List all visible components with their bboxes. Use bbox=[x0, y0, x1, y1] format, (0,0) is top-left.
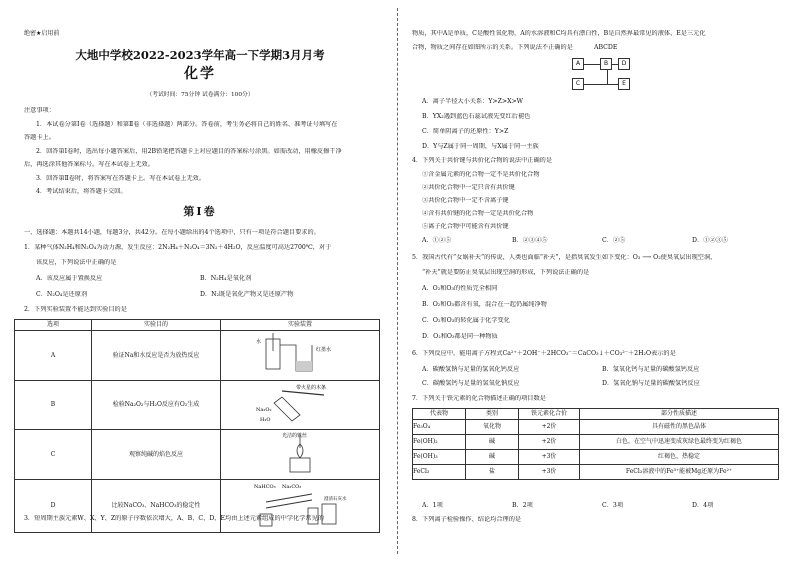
table-row bbox=[413, 435, 779, 450]
q4-stem: 4．下列关于共价键与共价化合物的说法中正确的是 bbox=[412, 157, 553, 164]
diagram-box-d: D bbox=[618, 58, 630, 70]
note-item: 4．考试结束后，将答题卡交回。 bbox=[36, 188, 127, 195]
q5-stem: 5．我国古代有“女娲补天”的传说，人类也面临“补天”，是指臭氧发生如下变化：O₃ ⟶ O₂使臭氧层出现空洞， bbox=[412, 254, 717, 261]
q2-header: 选项 bbox=[15, 320, 92, 331]
q7-cell: +3价 bbox=[519, 465, 580, 480]
q2-header: 实验目的 bbox=[92, 320, 221, 331]
q3-diagram-note: ABCDE bbox=[594, 44, 618, 51]
q3-option-a: A．离子半径大小关系：Y>Z>X>W bbox=[422, 98, 524, 105]
q7-cell: 具有磁性的黑色晶体 bbox=[580, 420, 779, 435]
q2-option-label: A bbox=[15, 331, 92, 381]
red-ink-u-tube-diagram bbox=[252, 331, 348, 377]
flame-test-diagram bbox=[252, 430, 348, 476]
column-divider bbox=[397, 8, 398, 554]
diagram-box-a: A bbox=[572, 58, 584, 70]
q2-goal: 比较NaCO₃、NaHCO₃的稳定性 bbox=[92, 479, 221, 533]
table-row bbox=[413, 465, 779, 480]
q7-option-d: D．4项 bbox=[692, 502, 714, 509]
q7-cell: 碱 bbox=[466, 435, 519, 450]
q1-option-b: B．N₂H₄是氧化剂 bbox=[200, 275, 252, 282]
na2co3-label: Na₂CO₃ bbox=[282, 483, 302, 490]
q7-cell: 盐 bbox=[466, 465, 519, 480]
q6-option-d: D．氢氧化钠与足量的碳酸氢钙反应 bbox=[602, 380, 700, 387]
q4-option-a: A．①②⑤ bbox=[422, 237, 452, 244]
q1-stem: 1．某种气体N₂H₄和N₂O₄为动力源，发生反应：2N₂H₄＋N₂O₄＝3N₂＋4H₂O，反应温度可高达2700℃，对于 bbox=[24, 244, 332, 251]
q4-option-b: B．②③④⑤ bbox=[512, 237, 548, 244]
q7-cell: +2价 bbox=[519, 435, 580, 450]
q6-stem: 6．下列反应中，能用离子方程式Ca²⁺＋2OH⁻＋2HCO₃⁻＝CaCO₃↓＋CO₃²⁻＋2H₂O表示的是 bbox=[412, 350, 676, 357]
q5-option-a: A．O₂和O₃的性质完全相同 bbox=[422, 285, 498, 292]
q7-option-b: B．2项 bbox=[512, 502, 533, 509]
flame-label: 光洁的铁丝 bbox=[282, 433, 308, 439]
q7-cell: FeCl₃ bbox=[413, 465, 466, 480]
wooden-splint-diagram bbox=[252, 381, 348, 427]
q6-option-a: A．碳酸氢钠与足量的氢氧化钙反应 bbox=[422, 366, 520, 373]
section-title: 第Ⅰ卷 bbox=[183, 205, 217, 218]
limewater-label: 澄清石灰水 bbox=[324, 496, 347, 502]
q6-option-c: C．碳酸氢钙与足量的氢氧化钠反应 bbox=[422, 380, 520, 387]
water-label: 水 bbox=[256, 339, 262, 345]
q7-cell: FeCl₃溶液中的Fe³⁺能被Mg还原为Fe²⁺ bbox=[580, 465, 779, 480]
diagram-arrow bbox=[607, 70, 608, 84]
na2o2-label: Na₂O₂ bbox=[256, 406, 272, 413]
diagram-arrow bbox=[612, 64, 618, 65]
q7-cell: 氧化物 bbox=[466, 420, 519, 435]
note-item: 3．回答第Ⅱ卷时，将答案写在答题卡上。写在本试卷上无效。 bbox=[36, 175, 206, 182]
q2-option-label: C bbox=[15, 430, 92, 480]
q7-header: 铁元素化合价 bbox=[519, 409, 580, 420]
note-item: 后，再选涂其他答案标号。写在本试卷上无效。 bbox=[24, 161, 154, 168]
q2-apparatus bbox=[221, 380, 380, 430]
q5-option-d: D．O₂和O₃都是同一种物质 bbox=[422, 333, 498, 340]
table-row bbox=[413, 450, 779, 465]
q8-stem: 8．下列离子检验操作、结论均合理的是 bbox=[412, 516, 522, 523]
q7-cell: Fe₃O₄ bbox=[413, 420, 466, 435]
q7-table bbox=[412, 408, 779, 480]
q2-goal: 观察纯碱的焰色反应 bbox=[92, 430, 221, 480]
q7-cell: +3价 bbox=[519, 450, 580, 465]
q7-cell: 白色，在空气中迅速变成灰绿色最终变为红褐色 bbox=[580, 435, 779, 450]
splint-label: 带火星的木条 bbox=[296, 384, 327, 391]
q7-header: 代表物 bbox=[413, 409, 466, 420]
q2-goal: 验证Na和水反应是否为放热反应 bbox=[92, 331, 221, 381]
q7-stem: 7．下列关于铁元素的化合物描述正确的项目数是 bbox=[412, 395, 546, 402]
q7-option-c: C．3项 bbox=[602, 502, 624, 509]
section-intro: 一、选择题：本题共14小题，每题3分，共42分。在每小题给出的4个选项中，只有一项是符合题目要求的。 bbox=[24, 229, 320, 236]
note-item: 答题卡上。 bbox=[24, 134, 55, 141]
note-item: 1．本试卷分第Ⅰ卷（选择题）和第Ⅱ卷（非选择题）两部分。答卷前，考生务必将自己的姓名、准考证号填写在 bbox=[36, 121, 338, 128]
q1-stem: 该反应，下列说法中正确的是 bbox=[36, 259, 117, 266]
diagram-box-c: C bbox=[572, 78, 584, 90]
subject-title: 化学 bbox=[184, 66, 216, 82]
q7-header: 部分性质描述 bbox=[580, 409, 779, 420]
table-row bbox=[413, 420, 779, 435]
q5-stem: “补天”就是要防止臭氧层出现空洞的形成，下列说法正确的是 bbox=[422, 269, 590, 276]
diagram-arrow bbox=[584, 84, 618, 85]
q4-option-c: C．②⑤ bbox=[602, 237, 626, 244]
exam-title: 大地中学校2022-2023学年高一下学期3月月考 bbox=[75, 48, 325, 62]
exam-info: （考试时间：75分钟 试卷满分：100分） bbox=[146, 92, 254, 98]
q2-header: 实验装置 bbox=[221, 320, 380, 331]
secret-label: 绝密★启用前 bbox=[24, 30, 60, 37]
diagram-box-b: B bbox=[600, 58, 612, 70]
q2-table bbox=[14, 319, 380, 533]
q3-option-c: C．简单阴离子的还原性：Y>Z bbox=[422, 128, 509, 135]
q2-stem: 2．下列实验装置不能达到实验目的是 bbox=[24, 306, 127, 313]
q3-stem: 物质，其中A是单质，C是酸性氧化物，A的水溶液和C均具有漂白性，B是自然界最常见的液体，E是三元化 bbox=[412, 30, 706, 37]
q3-option-d: D．Y与Z属于同一周期，与X属于同一主族 bbox=[422, 143, 539, 150]
q7-header: 类别 bbox=[466, 409, 519, 420]
q1-option-a: A．该反应属于置换反应 bbox=[36, 275, 103, 282]
q2-apparatus bbox=[221, 331, 380, 381]
nahco3-label: NaHCO₃ bbox=[254, 483, 276, 490]
q2-option-label: B bbox=[15, 380, 92, 430]
q5-option-b: B．O₂和O₃都含有氧，混合在一起仍属纯净物 bbox=[422, 301, 547, 308]
note-item: 2．回答第Ⅰ卷时，选出每小题答案后，用2B铅笔把答题卡上对应题目的答案标号涂黑。如需改动，用橡皮擦干净 bbox=[36, 148, 342, 155]
q1-option-c: C．N₂O₄是还原剂 bbox=[36, 291, 88, 298]
q7-option-a: A．1项 bbox=[422, 502, 443, 509]
diagram-box-e: E bbox=[618, 78, 630, 90]
q4-item: ⑤离子化合物中可能含有共价键 bbox=[422, 223, 509, 230]
q6-option-b: B．氢氧化钙与足量的碳酸氢钙反应 bbox=[602, 366, 700, 373]
q3-option-b: B．YX₂遇到蓝色石蕊试液先变红后褪色 bbox=[422, 113, 531, 120]
q7-cell: Fe(OH)₂ bbox=[413, 435, 466, 450]
q5-option-c: C．O₂和O₃的转化属于化学变化 bbox=[422, 317, 510, 324]
q7-cell: 红褐色，热稳定 bbox=[580, 450, 779, 465]
q4-item: ④含有共价键的化合物一定是共价化合物 bbox=[422, 210, 534, 217]
q2-apparatus bbox=[221, 479, 380, 533]
q3-stem: 合物，物质之间存在如图所示的关系。下列说法不正确的是 bbox=[412, 44, 573, 51]
q7-cell: 碱 bbox=[466, 450, 519, 465]
q4-item: ②共价化合物中一定只含有共价键 bbox=[422, 184, 515, 191]
q4-item: ①含金属元素的化合物一定不是共价化合物 bbox=[422, 171, 540, 178]
q1-option-d: D．N₂既是氧化产物又是还原产物 bbox=[200, 291, 294, 298]
q4-item: ③共价化合物中一定不含离子键 bbox=[422, 197, 509, 204]
q2-option-label: D bbox=[15, 479, 92, 533]
diagram-arrow bbox=[584, 64, 600, 65]
red-ink-label: 红墨水 bbox=[316, 347, 332, 353]
q7-cell: Fe(OH)₃ bbox=[413, 450, 466, 465]
notes-heading: 注意事项： bbox=[24, 107, 55, 114]
q7-cell: +2价 bbox=[519, 420, 580, 435]
q4-option-d: D．①②③⑤ bbox=[692, 237, 728, 244]
h2o-label: H₂O bbox=[260, 416, 271, 423]
q3-stem: 3．短周期主族元素W、X、Y、Z的原子序数依次增大，A、B、C、D、E均由上述元素组成的中学化学常见的 bbox=[24, 515, 324, 522]
q2-apparatus bbox=[221, 430, 380, 480]
q2-goal: 检验Na₂O₂与H₂O反应有O₂生成 bbox=[92, 380, 221, 430]
